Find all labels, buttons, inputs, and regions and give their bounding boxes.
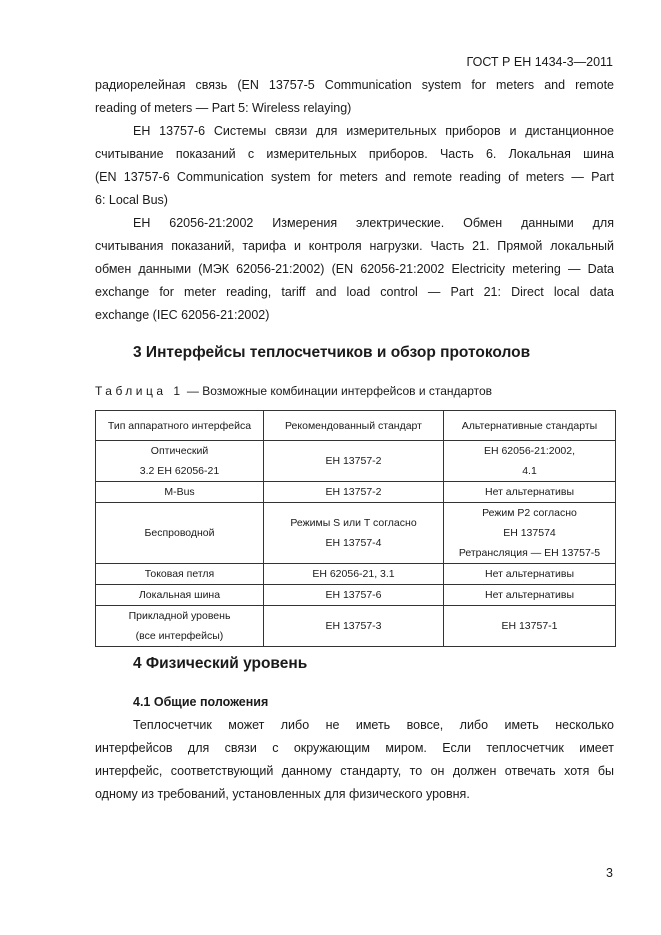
column-header-recommended: Рекомендованный стандарт <box>264 411 444 441</box>
cell-interface-type: M-Bus <box>96 482 264 503</box>
text-line: ЕН 13757-6 Системы связи для измерительных приборов и дистанционное <box>133 124 614 138</box>
text-line: обмен данными (МЭК 62056-21:2002) (EN 62056-21:2002 Electricity metering — Data <box>95 262 614 276</box>
section-4-heading: 4 Физический уровень <box>133 655 308 672</box>
cell-recommended: ЕН 13757-3 <box>264 606 444 647</box>
column-header-alternative: Альтернативные стандарты <box>444 411 616 441</box>
intro-paragraph-1 <box>95 74 614 120</box>
text-line: 6: Local Bus) <box>95 193 168 207</box>
column-header-interface-type: Тип аппаратного интерфейса <box>96 411 264 441</box>
cell-alternative: Режим P2 согласно ЕН 137574 Ретрансляция — ЕН 13757-5 <box>444 503 616 564</box>
cell-interface-type: Беспроводной <box>96 503 264 564</box>
cell-alternative: Нет альтернативы <box>444 482 616 503</box>
section-4-body <box>95 714 614 806</box>
cell-interface-type: Токовая петля <box>96 564 264 585</box>
text-line: ЕН 62056-21:2002 Измерения электрические. Обмен данными для <box>133 216 614 230</box>
text-line: интерфейс, соответствующий данному стандарту, то он должен отвечать хотя бы <box>95 764 614 778</box>
intro-paragraph-2 <box>95 120 614 212</box>
cell-interface-type: Прикладной уровень (все интерфейсы) <box>96 606 264 647</box>
text-line: exchange (IEC 62056-21:2002) <box>95 308 270 322</box>
text-line: считывание показаний с измерительных приборов. Часть 6. Локальная шина <box>95 147 614 161</box>
cell-recommended: ЕН 62056-21, 3.1 <box>264 564 444 585</box>
table-header-row <box>96 411 616 441</box>
cell-recommended: ЕН 13757-2 <box>264 482 444 503</box>
text-line: Теплосчетчик может либо не иметь вовсе, либо иметь несколько <box>133 718 614 732</box>
table-row <box>96 482 616 503</box>
table-caption-text: — Возможные комбинации интерфейсов и стандартов <box>186 384 493 398</box>
table-row <box>96 585 616 606</box>
cell-recommended: ЕН 13757-2 <box>264 441 444 482</box>
table-caption <box>95 384 492 398</box>
table-row <box>96 606 616 647</box>
cell-alternative: ЕН 13757-1 <box>444 606 616 647</box>
cell-alternative: Нет альтернативы <box>444 585 616 606</box>
text-line: reading of meters — Part 5: Wireless relaying) <box>95 101 352 115</box>
table-row <box>96 441 616 482</box>
text-line: считывания показаний, тарифа и контроля нагрузки. Часть 21. Прямой локальный <box>95 239 614 253</box>
page-number: 3 <box>606 866 613 880</box>
table-caption-label: Таблица 1 <box>95 384 184 398</box>
cell-alternative: ЕН 62056-21:2002, 4.1 <box>444 441 616 482</box>
text-line: (EN 13757-6 Communication system for meters and remote reading of meters — Part <box>95 170 614 184</box>
interfaces-table <box>95 410 616 647</box>
cell-interface-type: Локальная шина <box>96 585 264 606</box>
document-header: ГОСТ Р ЕН 1434-3—2011 <box>466 55 613 69</box>
cell-recommended: Режимы S или T согласно ЕН 13757-4 <box>264 503 444 564</box>
table-row <box>96 564 616 585</box>
text-line: радиорелейная связь (EN 13757-5 Communication system for meters and remote <box>95 78 614 92</box>
section-3-heading: 3 Интерфейсы теплосчетчиков и обзор протоколов <box>133 344 531 361</box>
text-line: exchange for meter reading, tariff and load control — Part 21: Direct local data <box>95 285 614 299</box>
cell-recommended: ЕН 13757-6 <box>264 585 444 606</box>
intro-paragraph-3 <box>95 212 614 327</box>
text-line: интерфейсов для связи с окружающим миром. Если теплосчетчик имеет <box>95 741 614 755</box>
subsection-4-1-heading: 4.1 Общие положения <box>133 695 269 709</box>
text-line: одному из требований, установленных для физического уровня. <box>95 787 470 801</box>
table-row <box>96 503 616 564</box>
cell-interface-type: Оптический 3.2 ЕН 62056-21 <box>96 441 264 482</box>
cell-alternative: Нет альтернативы <box>444 564 616 585</box>
